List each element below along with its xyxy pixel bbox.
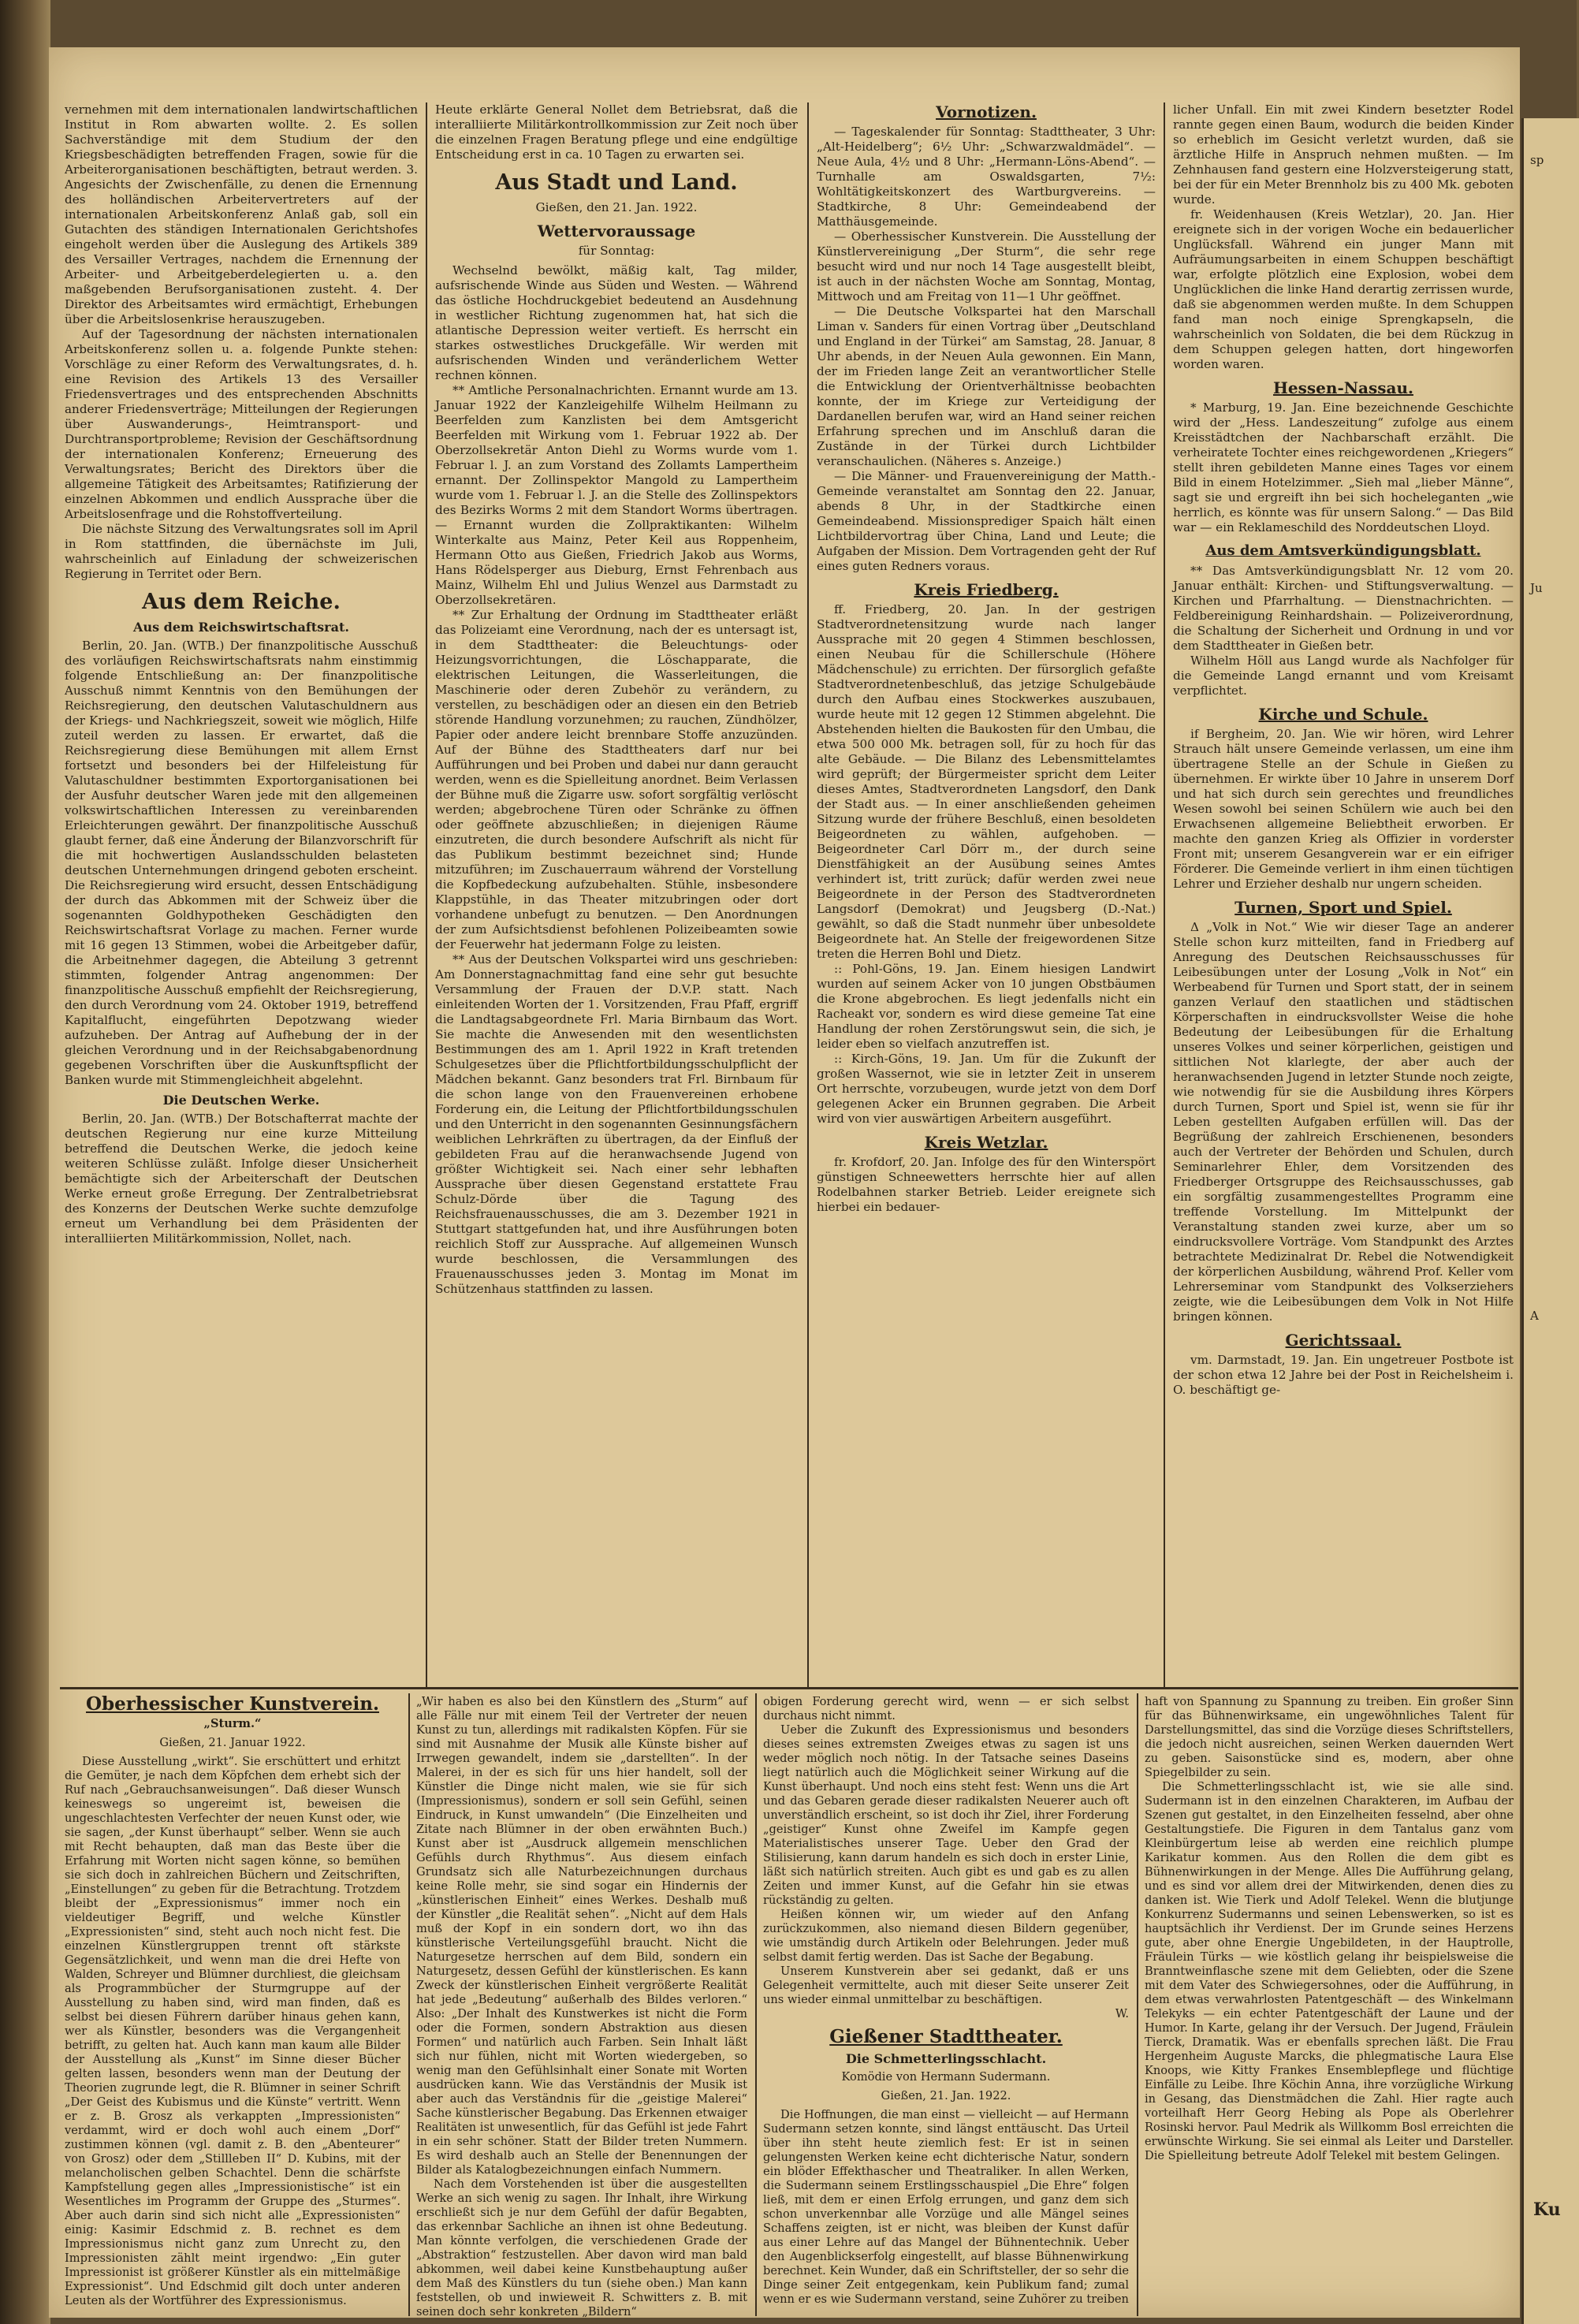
fragment-text: sp (1530, 153, 1544, 167)
bottom-column-1 (65, 1695, 400, 2310)
section-heading: Kreis Friedberg. (914, 580, 1059, 599)
column-rule (408, 1693, 410, 2316)
dateline: Gießen, 21. Januar 1922. (159, 1736, 306, 1749)
article-text: Heißen können wir, um wieder auf den Anfang zurückzukommen, also niemand diesen Bildern gegenüber, wie umständig durch Artikeln oder Belehrungen. Jeder muß selbst damit fertig werden. Das ist Sache der Begabung. (763, 1908, 1129, 1964)
ad-fragment-label: Ku (1533, 2199, 1561, 2220)
column-1 (65, 102, 418, 1683)
dateline: Gießen, 21. Jan. 1922. (881, 2089, 1011, 2102)
article-text: Unserem Kunstverein aber sei gedankt, daß er uns Gelegenheit vermittelte, auch mit dieser Seite unserer Zeit uns wieder einmal unmittelbar zu beschäftigen. (763, 1965, 1129, 2006)
article-text: vernehmen mit dem internationalen landwirtschaftlichen Institut in Rom abwarten wollte. 2. Es sollen Sachverständige mit dem Studium der den Kriegsbeschädigten betreffenden Fragen, sowie für die Arbeiterorganisationen beschäftigten, betraut werden. 3. Angesichts der Zwischenfälle, zu denen die Ernennung des holländischen Arbeitervertreters auf der internationalen Arbeitskonferenz Anlaß gab, soll ein Gutachten des ständigen Internationalen Gerichtshofes eingeholt werden über die Auslegung des Artikels 389 des Versailler Vertrages, nachdem die Ernennung der Arbeiter- und Arbeitgeberdelegierten u. a. den maßgebenden Berufsorganisationen zusteht. 4. Der Direktor des Arbeitsamtes wird ermächtigt, Erhebungen über die Arbeitslosenkrise herauszugeben. (65, 102, 418, 326)
section-heading: Aus Stadt und Land. (495, 170, 738, 195)
dateline: Gießen, den 21. Jan. 1922. (535, 200, 698, 214)
section-heading: Gießener Stadttheater. (829, 2026, 1063, 2047)
fragment-text: Ju (1530, 581, 1543, 595)
article-text: fr. Krofdorf, 20. Jan. Infolge des für den Winterspört günstigen Schneewetters herrschte hier auf allen Rodelbahnen starker Betrieb. Leider ereignete sich hierbei ein bedauer- (817, 1155, 1156, 1214)
article-text: Δ „Volk in Not.“ Wie wir dieser Tage an anderer Stelle schon kurz mitteilten, fand in Friedberg auf Anregung des Deutschen Reichsausschusses für Leibesübungen unter der Losung „Volk in Not“ ein Werbeabend für Turnen und Sport statt, der in seinem ganzen Verlauf den staatlichen und städtischen Körperschaften in eindrucksvollster Weise die hohe Bedeutung der Leibesübungen für die Erhaltung unseres Volkes und seiner körperlichen, geistigen und sittlichen Not klarlegte, der aber auch der heranwachsenden Jugend in letzter Stunde noch zeigte, wie notwendig für sie die Ausbildung ihres Körpers durch Turnen, Sport und Spiel ist, wenn sie für ihr Leben gestellten Aufgaben erfüllen will. Das der Begrüßung der zahlreich Erschienenen, besonders auch der Vertreter der Behörden und Schulen, durch Seminarlehrer Ehler, dem Vorsitzenden des Friedberger Ortsgruppe des Reichsausschusses, gab ein sorgfältig zusammengestelltes Programm eine treffende Vorstellung. Im Mittelpunkt der Veranstaltung standen zwei kurze, aber um so eindrucksvollere Vorträge. Vom Standpunkt des Arztes betrachtete Medizinalrat Dr. Rebel die Notwendigkeit der körperlichen Ausbildung, während Prof. Keller vom Lehrerseminar vom Standpunkt des Volkserziehers zeigte, wie die Leibesübungen dem Volk in Not Hilfe bringen können. (1173, 920, 1514, 1324)
article-text: Wilhelm Höll aus Langd wurde als Nachfolger für die Gemeinde Langd ernannt und vom Kreisamt verpflichtet. (1173, 654, 1514, 698)
bottom-column-3 (763, 1695, 1129, 2310)
article-text: Heute erklärte General Nollet dem Betriebsrat, daß die interalliierte Militärkontrollkommission zur Zeit noch über die einzelnen Fragen Beratung pflege und eine endgültige Entscheidung erst in ca. 10 Tagen zu erwarten sei. (435, 102, 798, 162)
column-2 (435, 102, 798, 1683)
article-text: Wechselnd bewölkt, mäßig kalt, Tag milder, aufsrischende Winde aus Süden und Westen. — Während das östliche Hochdruckgebiet bedeutend an Ausdehnung in westlicher Richtung zugenommen hat, hat sich die atlantische Depression weiter vertieft. Es herrscht ein starkes ostwestliches Druckgefälle. Wir werden mit aufsrischenden Winden und veränderlichem Wetter rechnen können. (435, 263, 798, 382)
article-text: Die Hoffnungen, die man einst — vielleicht — auf Hermann Sudermann setzen konnte, sind längst enttäuscht. Das Urteil über ihn steht heute ziemlich fest: Er ist in seinen gelungensten Werken keine echt dichterische Natur, sondern ein blöder Effekthascher und Theatraliker. In allen Werken, die Sudermann seinem Erstlingsschauspiel „Die Ehre“ folgen ließ, mit dem er einen Erfolg errungen, und ganz dem sich schon unverkennbar alle Vorzüge und alle Mängel seines Schaffens zeigten, ist er nicht, was bleiben der Kunst dafür aus einer Lehre auf das Mangel der Bühnentechnik. Ueber den Augenblickserfolg eingestellt, auf blasse Bühnenwirkung berechnet. Kein Wunder, daß ein Schriftsteller, der so sehr die Dinge seiner Zeit entgegenkam, kein Publikum fand; zumal wenn er es wie Sudermann verstand, seine Zuhörer zu treiben (763, 2108, 1129, 2306)
article-text: haft von Spannung zu Spannung zu treiben. Ein großer Sinn für das Bühnenwirksame, ein ungewöhnliches Talent für Darstellungsmittel, das sind die Vorzüge dieses Schriftstellers, die jedoch nicht ausreichen, seinen Werken dauernden Wert zu geben. Saisonstücke sind es, modern, aber ohne Spiegelbilder zu sein. (1145, 1695, 1514, 1779)
subheading: Komödie von Hermann Sudermann. (841, 2070, 1051, 2084)
column-rule (755, 1693, 757, 2316)
article-text: Nach dem Vorstehenden ist über die ausgestellten Werke an sich wenig zu sagen. Ihr Inhalt, ihre Wirkung erschließt sich je nur dem Gefühl der dafür Begabten, das erkennbar Sachliche an ihnen ist ohne Bedeutung. Man könnte verfolgen, die verschiedenen Grade der „Abstraktion“ festzustellen. Aber davon wird man bald abkommen, weil dabei keine Kunstbehauptung außer dem Maß des Künstlers du tun (siehe oben.) Man kann feststellen, ob und inwieweit R. Schwitters z. B. mit seinen doch sehr konkreten „Bildern“ (416, 2177, 747, 2318)
section-heading: Turnen, Sport und Spiel. (1235, 898, 1452, 917)
column-rule (426, 102, 427, 1687)
article-text: :: Kirch-Göns, 19. Jan. Um für die Zukunft der großen Wassernot, wie sie in letzter Zeit in unserem Ort herrschte, vorzubeugen, wurde jetzt von dem Dorf gelegenen Acker ein Brunnen gegraben. Die Arbeit wird von vier auswärtigen Arbeitern ausgeführt. (817, 1052, 1156, 1126)
column-rule (1164, 102, 1165, 1687)
binding-spine (0, 0, 50, 2324)
column-3 (817, 102, 1156, 1683)
article-text: Berlin, 20. Jan. (WTB.) Der Botschafterrat machte der deutschen Regierung nur eine kurze Mitteilung betreffend die Deutschen Werke, die jedoch keine weiteren Schlüsse zuläßt. Infolge dieser Unsicherheit bemächtigte sich der Arbeiterschaft der Deutschen Werke erneut große Erregung. Der Zentralbetriebsrat des Konzerns der Deutschen Werke suchte demzufolge erneut um Verhandlung bei dem Präsidenten der interalliierten Militärkommission, Nollet, nach. (65, 1112, 418, 1246)
article-text: — Die Deutsche Volkspartei hat den Marschall Liman v. Sanders für einen Vortrag über „Deutschland und England in der Türkei“ am Samstag, 28. Januar, 8 Uhr abends, in der Neuen Aula gewonnen. Ein Mann, der im Frieden lange Zeit an verantwortlicher Stelle die Entwicklung der Orientverhältnisse beobachten konnte, der im Kriege zur Verteidigung der Dardanellen berufen war, wird an Hand seiner reichen Erfahrung sprechen und im Anschluß daran die Zustände in der Türkei durch Lichtbilder veranschaulichen. (Näheres s. Anzeige.) (817, 304, 1156, 468)
column-4 (1173, 102, 1514, 1683)
bottom-column-4 (1145, 1695, 1514, 2310)
article-text: — Oberhessischer Kunstverein. Die Ausstellung der Künstlervereinigung „Der Sturm“, die sehr rege besucht wird und nur noch 14 Tage ausgestellt bleibt, ist auch in der nächsten Woche am Sonntag, Montag, Mittwoch und am Freitag von 11—1 Uhr geöffnet. (817, 229, 1156, 304)
author-signature: W. (1115, 2007, 1129, 2020)
subheading: „Sturm.“ (203, 1717, 262, 1730)
article-text: if Bergheim, 20. Jan. Wie wir hören, wird Lehrer Strauch hält unsere Gemeinde verlassen, um eine ihm übertragene Stelle an der Schule in Gießen zu übernehmen. Er wirkte über 10 Jahre in unserem Dorf und hat sich durch sein gerechtes und freundliches Wesen sowohl bei seinen Schülern wie auch bei den Erwachsenen allgemeine Beliebtheit erworben. Er machte den ganzen Krieg als Offizier in vorderster Front mit; unserem Gesangverein war er ein eifriger Förderer. Die Gemeinde verliert in ihm einen tüchtigen Lehrer und Erzieher deshalb nur ungern scheiden. (1173, 727, 1514, 891)
article-text: obigen Forderung gerecht wird, wenn — er sich selbst durchaus nicht nimmt. (763, 1695, 1129, 1723)
section-heading: Oberhessischer Kunstverein. (85, 1693, 379, 1715)
subheading: für Sonntag: (578, 244, 655, 258)
article-text: ** Amtliche Personalnachrichten. Ernannt wurde am 13. Januar 1922 der Kanzleigehilfe Wilhelm Heilmann zu Beerfelden zum Kanzlisten bei dem Amtsgericht Beerfelden mit Wirkung vom 1. Februar 1922 ab. Der Oberzollsekretär Anton Diehl zu Worms wurde vom 1. Februar l. J. an zum Vorstand des Zollamts Lampertheim ernannt. Der Zollinspektor Mangold zu Lampertheim wurde vom 1. Februar l. J. an die Stelle des Zollinspektors des Bezirks Worms 2 mit dem Standort Worms übertragen. — Ernannt wurden die Zollpraktikanten: Wilhelm Winterkalte aus Mainz, Peter Keil aus Roppenheim, Hermann Otto aus Gießen, Friedrich Jakob aus Worms, Hans Rödelsperger aus Dieburg, Ernst Fehrenbach aus Mainz, Wilhelm Ehl und Julius Wenzel aus Darmstadt zu Oberzollsekretären. (435, 383, 798, 607)
section-heading: Kreis Wetzlar. (924, 1133, 1048, 1152)
facing-page-edge (1521, 118, 1579, 2324)
article-text: Die nächste Sitzung des Verwaltungsrates soll im April in Rom stattfinden, die übernächste im Juli, wahrscheinlich auf Einladung der schweizerischen Regierung in Territet oder Bern. (65, 522, 418, 581)
article-heading: Aus dem Reichswirtschaftsrat. (133, 620, 349, 635)
section-heading: Aus dem Amtsverkündigungsblatt. (1205, 542, 1481, 559)
column-rule (1137, 1693, 1138, 2316)
section-rule (60, 1687, 1518, 1689)
article-text: fr. Weidenhausen (Kreis Wetzlar), 20. Jan. Hier ereignete sich in der vorigen Woche ein bedauerlicher Unglücksfall. Während ein junger Mann mit Aufräumungsarbeiten in einem Schuppen beschäftigt war, erfolgte plötzlich eine Explosion, wobei dem Unglücklichen die linke Hand derartig zerrissen wurde, daß sie abgenommen werden mußte. In dem Schuppen fand man noch einige Sprengkapseln, die wahrscheinlich von Soldaten, die bei dem Rückzug in dem Schuppen gelegen hatten, dort hingeworfen worden waren. (1173, 207, 1514, 371)
article-text: Die Schmetterlingsschlacht ist, wie sie alle sind. Sudermann ist in den einzelnen Charakteren, im Aufbau der Szenen gut gestaltet, in den Einzelheiten fesselnd, aber ohne Gestaltungstiefe. Die Figuren in dem Tantalus ganz vom Kleinbürgertum leise ab werden eine reichlich plumpe Karikatur kommen. Aus den Rollen die dem gibt es Bühnenwirkungen in der Menge. Alles Die Aufführung gelang, und es sind vor allem drei der Mitwirkenden, denen dies zu danken ist. Wie Tierk und Adolf Telekel. Wenn die blutjunge Konkurrenz Sudermanns und seinen Lebenswerken, so ist es hauptsächlich ihr Verdienst. Der im Grunde seines Herzens gute, aber ohne Energie Ungebildeten, in der Hauptrolle, Fräulein Türks — wie köstlich gelang ihr beispielsweise die Branntweinflasche szene mit dem Geliebten, oder die Szene mit dem Vater des Schwiegersohnes, oder die Aufführung, in dem etwas verwahrlosten Patentgeschäft — des Winkelmann Telekyks — ein echter Patentgeschäft der Laune und der Humor. In Karte, gelang ihr der Versuch. Der Jugend, Fräulein Tierck, Dramatik. Was er ebenfalls sprechen läßt. Die Frau Hergenheim Auguste Marcks, die phlegmatische Laura Else Knoops, wie Kitty Frankes Ensemblepflege und flüchtige Einfälle zu Leibe. Ihre Köchin Anna, ihre vorzügliche Wirkung in Gesang, das Dienstmädchen die Zahl. Hier ragte auch vorteilhaft Herr Georg Hebing als Pope als Oberlehrer Rosinski hervor. Paul Medrik als Willkomm Bosl erreichten die erwünschte Wirkung. Sie sei einmal als Leiter und Darsteller. Die Spielleitung betreute Adolf Telekel mit bestem Gelingen. (1145, 1780, 1514, 2162)
article-text: Ueber die Zukunft des Expressionismus und besonders dieses seines extremsten Zweiges etwas zu sagen ist uns weder möglich noch nötig. In der Tatsache seines Daseins liegt natürlich auch die Möglichkeit seiner Wirkung auf die Kunst überhaupt. Und noch eins steht fest: Wenn uns die Art und das Gebaren gerade dieser radikalsten Neuerer auch oft unverständlich erscheint, so ist doch ihr Ziel, ihrer Forderung „geistiger“ Kunst ohne Zweifel im Kampfe gegen Materialistisches unserer Tage. Ueber den Grad der Stilisierung, kann darum handeln es sich doch in erster Linie, läßt sich natürlich streiten. Auch gibt es und gab es zu allen Zeiten und immer Kunst, auf die Gefahr hin sie etwas rückständig zu gelten. (763, 1723, 1129, 1907)
article-text: Diese Ausstellung „wirkt“. Sie erschüttert und erhitzt die Gemüter, je nach dem Köpfchen dem erhebt sich der Ruf nach „Gebrauchsanweisungen“. Daß dieser Wunsch keineswegs so ungereimt ist, beweisen die ungeschlachtesten Verfechter der neuen Kunst oder, wie sie sagen, „der Kunst überhaupt“ selber. Wenn sie auch mit Recht behaupten, daß man das Beste über die Erfahrung mit Worten nicht sagen könne, so bemühen sie sich doch in zahlreichen Büchern und Zeitschriften, „Einstellungen“ zu geben für die Betrachtung. Trotzdem bleibt der „Expressionismus“ immer noch ein vieldeutiger Begriff, und welche Künstler „Expressionisten“ sind, steht auch noch nicht fest. Die einzelnen Künstlergruppen trennt oft stärkste Gegensätzlichkeit, und wenn man die drei Hefte von Walden, Schreyer und Blümner durchliest, die gleichsam als Programmbücher der Sturmgruppe auf der Ausstellung zu haben sind, wird man finden, daß es selbst bei diesen Führern darüber hinaus gehen kann, wer als Künstler, besonders was die Vergangenheit betrifft, zu gelten hat. Auch kann man kaum alle Bilder der Ausstellung als „Kunst“ im Sinne dieser Bücher gelten lassen, besonders wenn man der Deutung der Theorien zugrunde legt, die R. Blümner in seiner Schrift „Der Geist des Kubismus und die Künste“ vertritt. Wenn er z. B. Grosz als verkappten „Impressionisten“ verdammt, wird er doch wohl auch einem „Dorf“ zustimmen können (vgl. damit z. B. den „Abenteurer“ von Grosz) oder dem „Stillleben II“ D. Kubins, mit der melancholischen gelben Schachtel. Denn die schärfste Kampfstellung gegen alles „Impressionistische“ ist ein Wesentliches im Programm der Gruppe des „Sturmes“. Aber auch darin sind sich nicht alle „Expressionisten“ einig: Kasimir Edschmid z. B. rechnet es dem Impressionismus nicht ganz zum Unrecht zu, den Impressionisten zählt meint irgendwo: „Ein guter Impressionist ist größerer Künstler als ein mittelmäßige Expressionist“. Und Edschmid gilt doch unter anderen Leuten als der Wortführer des Expressionismus. (65, 1755, 400, 2307)
article-text: „Wir haben es also bei den Künstlern des „Sturm“ auf alle Fälle nur mit einem Teil der Vertreter der neuen Kunst zu tun, allerdings mit radikalsten Köpfen. Für sie sind mit Ausnahme der Musik alle Künste bisher auf Irrwegen gewandelt, indem sie „darstellten“. In der Malerei, in der es sich für uns hier handelt, soll der Künstler die Dinge nicht malen, wie sie für sich (Impressionismus), sondern er soll sein Gefühl, seinen Eindruck, in Kunst umwandeln“ (Die Einzelheiten und Zitate nach Blümner in der oben erwähnten Buch.) Kunst aber ist „Ausdruck allgemein menschlichen Gefühls durch Rhythmus“. Aus diesem einfach Grundsatz sich alle Naturbezeichnungen durchaus keine Rolle mehr, sie sind sogar ein Hindernis der „künstlerischen Einheit“ eines Werkes. Deshalb muß der Künstler „die Realität sehen“. „Nicht auf dem Hals muß der Kopf in ein sondern dort, wo ihn das künstlerische Verteilungsgefühl braucht. Nicht die Naturgesetze herrschen auf dem Bild, sondern ein Naturgesetz, dessen Gefühl der künstlerischen. Es kann Zweck der künstlerischen Einheit vergrößerte Realität hat jede „Bedeutung“ außerhalb des Bildes verloren.“ Also: „Der Inhalt des Kunstwerkes ist nicht die Form oder die Formen, sondern Abstraktion aus diesen Formen“ und natürlich auch Farben. Sein Inhalt läßt sich nur fühlen, nicht mit Worten wiedergeben, so wenig man den Gefühlsinhalt einer Sonate mit Worten ausdrücken kann. Wie das Verständnis der Musik ist aber auch das Verständnis für die „geistige Malerei“ Sache künstlerischer Begabung. Das Erkennen etwaiger Realitäten ist unwesentlich, für das Gefühl ist jede Fahrt in ein sehr schöner. Statt der Bilder treten Nummern. Es wird deshalb auch an Stelle der Benennungen der Bilder als Katalogbezeichnungen einfach Nummern. (416, 1695, 747, 2177)
article-heading: Die Schmetterlingsschlacht. (845, 2051, 1047, 2066)
article-text: Auf der Tagesordnung der nächsten internationalen Arbeitskonferenz sollen u. a. folgende Punkte stehen: Vorschläge zu einer Reform des Verwaltungsrates, d. h. eine Revision des Artikels 13 des Versailler Friedensvertrages und des entsprechenden Abschnitts anderer Friedensverträge; Mitteilungen der Regierungen über Auswanderungs-, Heimtransport- und Durchtransportprobleme; Revision der Geschäftsordnung der internationalen Konferenz; Erneuerung des Verwaltungsrates; Bericht des Direktors über die allgemeine Tätigkeit des Arbeitsamtes; Ratifizierung der einzelnen Abkommen und endlich Aussprache über die Arbeitslosenfrage und die Rohstoffverteilung. (65, 327, 418, 521)
article-text: — Tageskalender für Sonntag: Stadttheater, 3 Uhr: „Alt-Heidelberg“; 6½ Uhr: „Schwarzwaldmädel“. — Neue Aula, 4½ und 8 Uhr: „Hermann-Löns-Abend“. — Turnhalle am Oswaldsgarten, 7½: Wohltätigkeitskonzert des Wartburgvereins. — Stadtkirche, 8 Uhr: Gemeindeabend der Matthäusgemeinde. (817, 125, 1156, 229)
article-text: ** Das Amtsverkündigungsblatt Nr. 12 vom 20. Januar enthält: Kirchen- und Stiftungsverwaltung. — Kirchen und Pfarrhaltung. — Dienstnachrichten. — Feldbereinigung Reinhardshain. — Polizeiverordnung, die Schaltung der Sicherheit und Ordnung in und vor dem Stadttheater in Gießen betr. (1173, 564, 1514, 653)
section-heading: Vornotizen. (936, 102, 1037, 121)
section-heading: Kirche und Schule. (1258, 705, 1428, 724)
section-heading: Aus dem Reiche. (142, 590, 341, 614)
article-text: vm. Darmstadt, 19. Jan. Ein ungetreuer Postbote ist der schon etwa 12 Jahre bei der Post in Reichelsheim i. O. beschäftigt ge- (1173, 1353, 1514, 1397)
section-heading: Hessen-Nassau. (1273, 378, 1413, 397)
fragment-text: A (1530, 1309, 1539, 1323)
article-heading: Wettervoraussage (537, 222, 696, 240)
bottom-column-2 (416, 1695, 747, 2318)
section-heading: Gerichtssaal. (1285, 1331, 1402, 1350)
article-heading: Die Deutschen Werke. (162, 1093, 320, 1108)
article-text: * Marburg, 19. Jan. Eine bezeichnende Geschichte wird der „Hess. Landeszeitung“ zufolge aus einem Kreisstädtchen der Nachbarschaft erzählt. Die verheiratete Tochter eines reichgewordenen „Kriegers“ stellt ihren gebildeten Manne eines Tages vor einem Bild in einem Hotelzimmer. „Sieh mal „lieber Männe“, sagt sie und ergreift ihn bei sich hocheleganten „wie herrlich, es könnte was für unsern Salong.“ — Das Bild war — ein Reklameschild des Norddeutschen Lloyd. (1173, 400, 1514, 534)
article-text: ff. Friedberg, 20. Jan. In der gestrigen Stadtverordnetensitzung wurde nach langer Aussprache mit 20 gegen 4 Stimmen beschlossen, einen Neubau für die Schillerschule (Höhere Mädchenschule) zu errichten. Der fürsorglich gefaßte Stadtverordnetenbeschluß, das jetzige Schulgebäude durch den Aufbau eines Stockwerkes auszubauen, wurde heute mit 12 gegen 12 Stimmen abgelehnt. Die Abstehenden hielten die Baukosten für den Umbau, die etwa 500 000 Mk. betragen soll, für zu hoch für das alte Gebäude. — Die Bilanz des Lebensmittelamtes wird geprüft; der Bürgermeister spricht dem Leiter dieses Amtes, Stadtverordneten Langsdorf, den Dank der Stadt aus. — In einer anschließenden geheimen Sitzung wurde der frühere Beschluß, einen besoldeten Beigeordneten zu wählen, aufgehoben. — Beigeordneter Carl Dörr m., der durch seine Dienstfähigkeit an der Ausübung seines Amtes verhindert ist, tritt zurück; dafür werden zwei neue Beigeordnete in der Person des Stadtverordneten Langsdorf (Demokrat) und Jeugsberg (D.-Nat.) gewählt, so daß die Stadt nunmehr über unbesoldete Beigeordnete hat. An Stelle der freigewordenen Sitze treten die Herren Bohl und Dietz. (817, 602, 1156, 961)
article-text: :: Pohl-Göns, 19. Jan. Einem hiesigen Landwirt wurden auf seinem Acker von 10 jungen Obstbäumen die Krone abgebrochen. Es liegt jedenfalls nicht ein Racheakt vor, sondern es wird diese gemeine Tat eine Handlung der rohen Zerstörungswut sein, die sich, je leider eben so vielfach anzutreffen ist. (817, 962, 1156, 1051)
article-text: licher Unfall. Ein mit zwei Kindern besetzter Rodel rannte gegen einen Baum, wodurch die beiden Kinder so erheblich im Gesicht verletzt wurden, daß sie ärztliche Hilfe in Anspruch nehmen mußten. — Im Zehnhausen fand gestern eine Holzversteigerung statt, bei der für ein Meter Brennholz bis zu 400 Mk. geboten wurde. (1173, 102, 1514, 207)
article-text: — Die Männer- und Frauenvereinigung der Matth.-Gemeinde veranstaltet am Sonntag den 22. Januar, abends 8 Uhr, in der Stadtkirche einen Gemeindeabend. Missionsprediger Spaich hält einen Lichtbildervortrag über China, Land und Leute; die Aufgaben der Mission. Dem Vortragenden geht der Ruf eines guten Redners voraus. (817, 469, 1156, 573)
article-text: ** Aus der Deutschen Volkspartei wird uns geschrieben: Am Donnerstagnachmittag fand eine sehr gut besuchte Versammlung der Frauen der D.V.P. statt. Nach einleitenden Worten der 1. Vorsitzenden, Frau Pfaff, ergriff die Landtagsabgeordnete Frl. Maria Birnbaum das Wort. Sie machte die Anwesenden mit den wesentlichsten Bestimmungen des am 1. April 1922 in Kraft tretenden Schulgesetzes über die Pflichtfortbildungsschulpflicht der Mädchen bekannt. Ganz besonders trat Frl. Birnbaum für die schon lange von den Frauenvereinen erhobene Forderung ein, die Leitung der Pflichtfortbildungsschulen und den Unterricht in den sogenannten Gesinnungsfächern weiblichen Lehrkräften zu übertragen, da der Einfluß der gebildeten Frau auf die heranwachsende Jugend von größter Wichtigkeit sei. Nach einer sehr lebhaften Aussprache über diesen Gegenstand erstattete Frau Schulz-Dörde über die Tagung des Reichsfrauenausschusses, die am 3. Dezember 1921 in Stuttgart stattgefunden hat, und ihre Ausführungen boten reichlich Stoff zur Aussprache. Auf allgemeinen Wunsch wurde beschlossen, die Versammlungen des Frauenausschusses jeden 3. Montag im Monat im Schützenhaus stattfinden zu lassen. (435, 952, 798, 1296)
article-text: ** Zur Erhaltung der Ordnung im Stadttheater erläßt das Polizeiamt eine Verordnung, nach der es untersagt ist, in dem Stadttheater: die Beleuchtungs- oder Heizungsvorrichtungen, die Löschapparate, die elektrischen Leitungen, die Wasserleitungen, die Maschinerie oder deren Zubehör zu verändern, zu verstellen, zu beschädigen oder an diesen ein den Betrieb störende Handlung vorzunehmen; zu rauchen, Zündhölzer, Papier oder andere leicht brennbare Stoffe anzuzünden. Auf der Bühne des Stadttheaters darf nur bei Aufführungen und bei Proben und dabei nur dann geraucht werden, wenn es die Spielleitung anordnet. Beim Verlassen der Bühne muß die Zigarre usw. sofort sorgfältig verlöscht werden; abgebrochene Türen oder Schränke zu öffnen oder geöffnete abzuschließen; in diejenigen Räume einzutreten, die durch besondere Aufschrift als nicht für das Publikum bestimmt bezeichnet sind; Hunde mitzuführen; im Zuschauerraum während der Vorstellung die Kopfbedeckung aufzubehalten. Stühle, insbesondere Klappstühle, in das Theater mitzubringen oder dort vorhandene unbefugt zu benutzen. — Den Anordnungen der zum Aufsichtsdienst befohlenen Polizeibeamten sowie der Feuerwehr hat jedermann Folge zu leisten. (435, 608, 798, 952)
article-text: Berlin, 20. Jan. (WTB.) Der finanzpolitische Ausschuß des vorläufigen Reichswirtschaftsrats nahm einstimmig folgende Entschließung an: Der finanzpolitische Ausschuß nimmt Kenntnis von den Bemühungen der Reichsregierung, den deutschen Valutaschuldnern aus der Kriegs- und Nachkriegszeit, soweit wie möglich, Hilfe zuteil werden zu lassen. Er erwartet, daß die Reichsregierung diese Bemühungen mit allem Ernst fortsetzt und besonders bei der Hilfeleistung für Valutaschuldner bestimmten Exportorganisationen bei der Ausfuhr deutscher Waren jede mit den allgemeinen volkswirtschaftlichen Interessen zu vereinbarenden Erleichterungen gewährt. Der finanzpolitische Ausschuß glaubt ferner, daß eine Änderung der Bilanzvorschrift für die mit hochwertigen Auslandsschulden belasteten deutschen Unternehmungen dringend geboten erscheint. Die Reichsregierung wird ersucht, dessen Entschädigung der durch das Abkommen mit der Schweiz über die sogenannten Goldhypotheken Geschädigten den Reichswirtschaftsrat Vorlage zu machen. Ferner wurde mit 16 gegen 13 Stimmen, wobei die Arbeitgeber dafür, die Arbeitnehmer dagegen, die Abteilung 3 getrennt stimmten, folgender Antrag angenommen: Der finanzpolitische Ausschuß empfiehlt der Reichsregierung, den durch Verordnung vom 24. Oktober 1919, betreffend Kapitalflucht, eingeführten Depotzwang wieder aufzuheben. Der Antrag auf Aufhebung der in der gleichen Verordnung und in der Reichsabgabenordnung gegebenen Vorschriften über die Auskunftspflicht der Banken wurde mit Stimmengleichheit abgelehnt. (65, 639, 418, 1087)
column-rule (807, 102, 809, 1687)
